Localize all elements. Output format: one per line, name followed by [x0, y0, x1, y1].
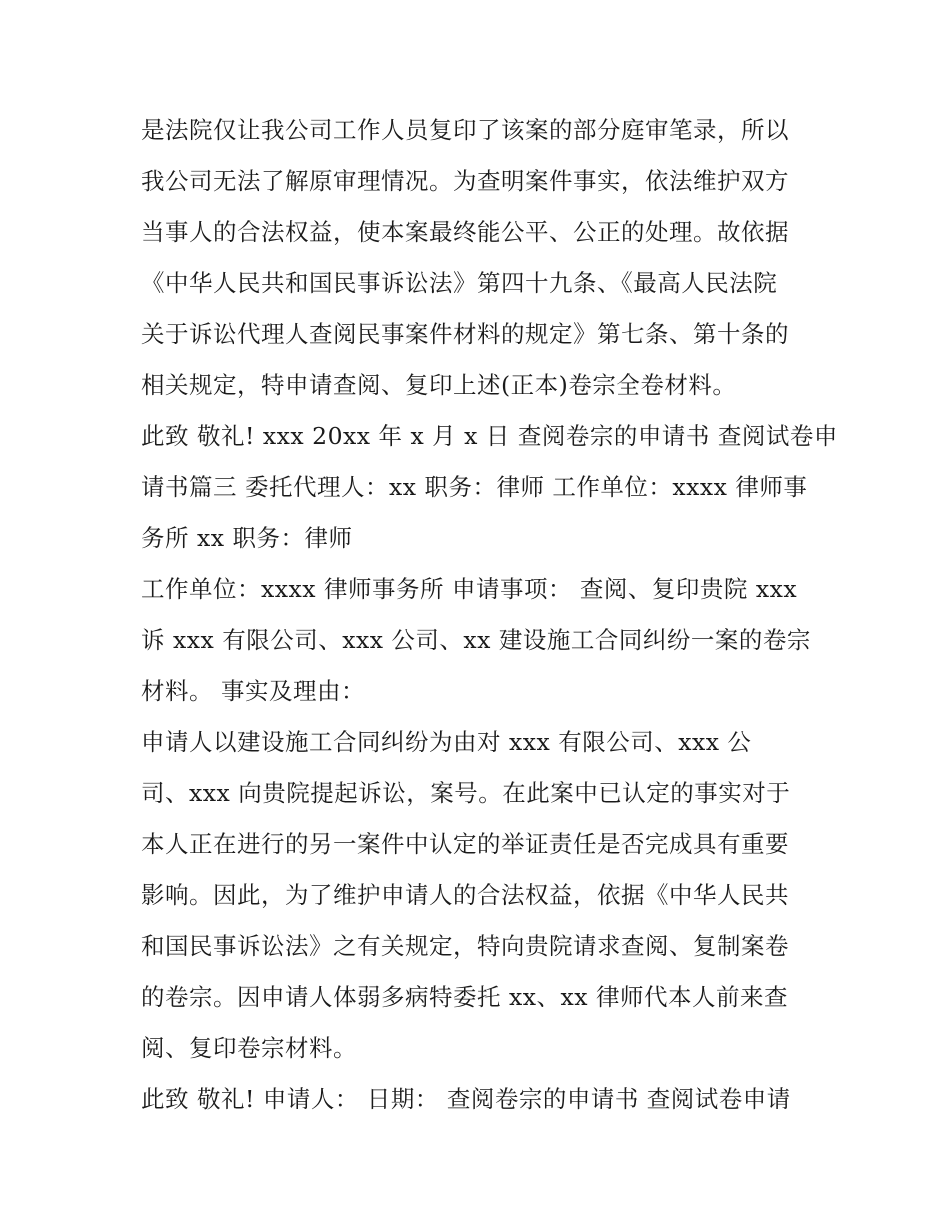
- text-line: 当事人的合法权益，使本案最终能公平、公正的处理。故依据: [141, 218, 789, 246]
- text-line: 的卷宗。因申请人体弱多病特委托 xx、xx 律师代本人前来查: [141, 983, 788, 1011]
- text-line: 和国民事诉讼法》之有关规定，特向贵院请求查阅、复制案卷: [141, 932, 789, 960]
- text-line: 关于诉讼代理人查阅民事案件材料的规定》第七条、第十条的: [141, 320, 789, 348]
- text-line: 阅、复印卷宗材料。: [141, 1034, 357, 1062]
- text-line: 请书篇三 委托代理人：xx 职务：律师 工作单位：xxxx 律师事: [141, 473, 808, 501]
- text-line: 相关规定，特申请查阅、复印上述(正本)卷宗全卷材料。: [141, 371, 737, 399]
- text-line: 我公司无法了解原审理情况。为查明案件事实，依法维护双方: [141, 167, 789, 195]
- text-line: 诉 xxx 有限公司、xxx 公司、xx 建设施工合同纠纷一案的卷宗: [141, 626, 811, 654]
- document-body: [141, 105, 838, 1125]
- text-line: 司、xxx 向贵院提起诉讼，案号。在此案中已认定的事实对于: [141, 779, 791, 807]
- text-line: 工作单位：xxxx 律师事务所 申请事项： 查阅、复印贵院 xxx: [141, 575, 798, 603]
- text-line: 《中华人民共和国民事诉讼法》第四十九条、《最高人民法院: [141, 269, 778, 297]
- text-line: 申请人以建设施工合同纠纷为由对 xxx 有限公司、xxx 公: [141, 728, 752, 756]
- text-line: 影响。因此，为了维护申请人的合法权益，依据《中华人民共: [141, 881, 789, 909]
- text-line: 此致 敬礼! xxx 20xx 年 x 月 x 日 查阅卷宗的申请书 查阅试卷申: [141, 422, 838, 450]
- text-line: 材料。 事实及理由：: [141, 677, 365, 705]
- text-line: 本人正在进行的另一案件中认定的举证责任是否完成具有重要: [141, 830, 789, 858]
- text-line: 务所 xx 职务：律师: [141, 524, 353, 552]
- text-line: 此致 敬礼! 申请人： 日期： 查阅卷宗的申请书 查阅试卷申请: [141, 1085, 791, 1113]
- text-line: 是法院仅让我公司工作人员复印了该案的部分庭审笔录，所以: [141, 116, 789, 144]
